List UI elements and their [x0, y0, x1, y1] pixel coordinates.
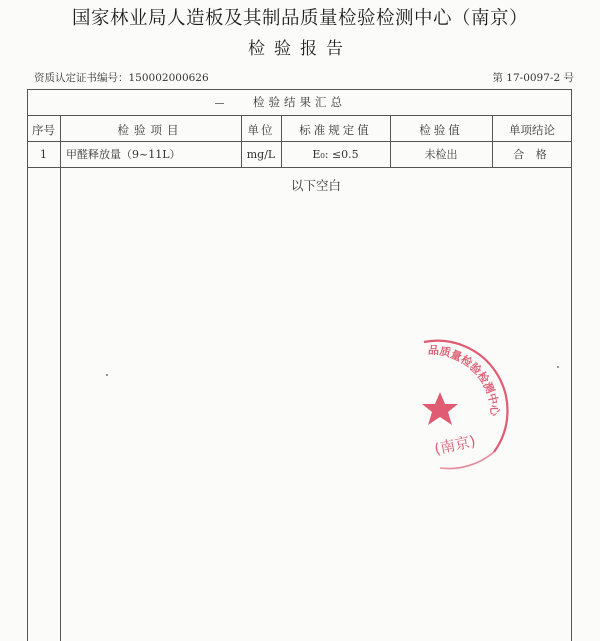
column-header-value: 检验值 — [419, 123, 463, 137]
row-1-no: 1 — [40, 148, 47, 161]
row-1-conclusion: 合 格 — [513, 148, 551, 161]
row-1-unit: mg/L — [246, 148, 276, 161]
official-seal — [410, 336, 510, 476]
summary-title: 检验结果汇总 — [27, 89, 572, 116]
column-divider-no — [60, 116, 61, 641]
certificate-number: 资质认定证书编号：150002000626 — [34, 72, 209, 84]
column-header-unit: 单位 — [247, 123, 275, 137]
report-number: 第 17-0097-2 号 — [492, 72, 574, 84]
seal-arc-text: 品质量检验检测中心 — [427, 343, 502, 417]
header-row-divider — [27, 141, 572, 142]
column-header-no: 序号 — [32, 123, 55, 137]
row-1-item: 甲醛释放量（9~11L） — [66, 148, 181, 161]
scan-speck — [215, 103, 224, 104]
row-1-value: 未检出 — [424, 148, 458, 161]
blank-below-note: 以下空白 — [290, 178, 341, 193]
data-row-divider — [27, 167, 572, 168]
seal-star-icon — [422, 392, 458, 425]
seal-city-text: (南京) — [432, 431, 478, 459]
row-1-standard: E₀: ≤0.5 — [312, 148, 359, 161]
column-header-conclusion: 单项结论 — [509, 123, 555, 137]
organization-title: 国家林业局人造板及其制品质量检验检测中心（南京） — [71, 8, 528, 29]
scan-speck — [106, 374, 108, 376]
column-header-standard: 标准规定值 — [299, 123, 372, 137]
scan-speck — [557, 366, 559, 368]
report-title: 检验报告 — [248, 39, 352, 59]
column-header-item: 检验项目 — [117, 123, 184, 137]
